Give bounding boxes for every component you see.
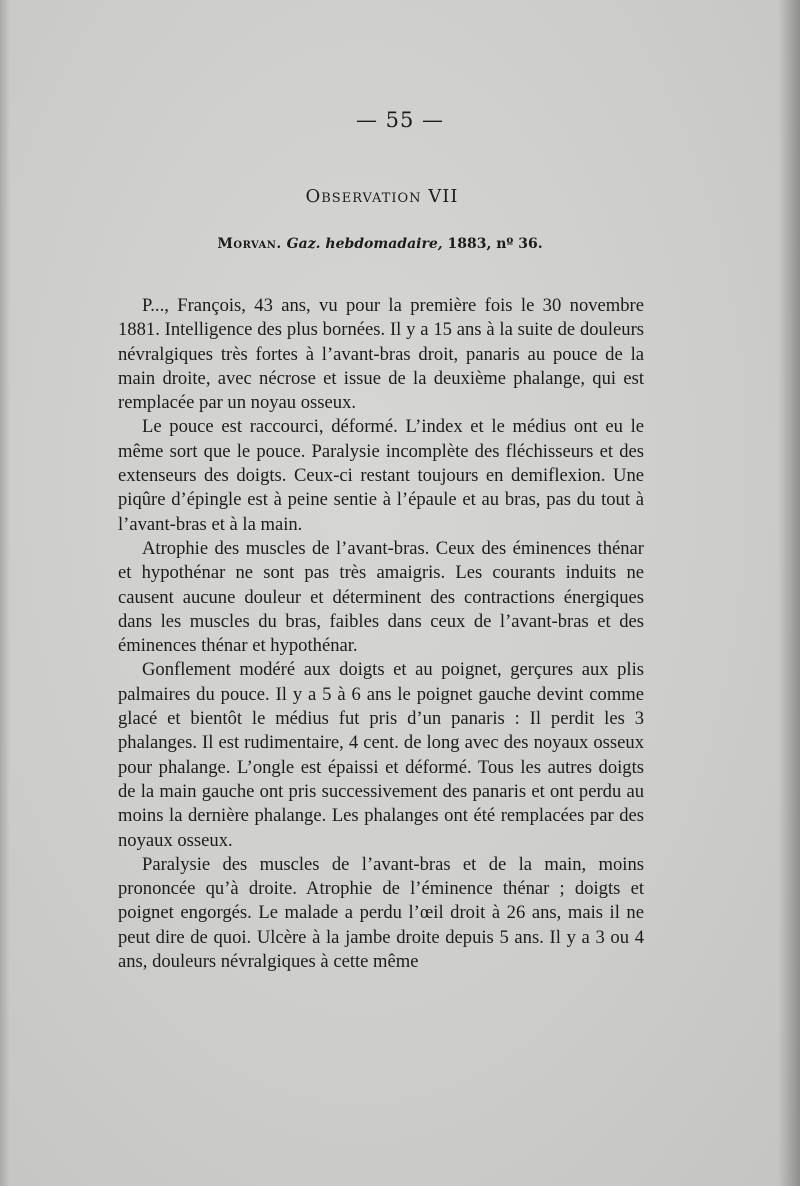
source-journal: Gaz. hebdomadaire, [286, 236, 443, 252]
source-author: Morvan. [217, 236, 282, 252]
paragraph: Le pouce est raccourci, déformé. L’index et le médius ont eu le même sort que le pouce. Paralysie incomplète des fléchisseurs et des extenseurs des doigts. Ceux-ci restant toujours en demiflexion. Une piqûre d’épingle est à peine sentie à l’épaule et au bras, pas du tout à l’avant-bras et à la main. [118, 416, 644, 535]
paragraph: Paralysie des muscles de l’avant-bras et de la main, moins prononcée qu’à droite. Atrophie de l’éminence thénar ; doigts et poignet engorgés. Le malade a perdu l’œil droit à 26 ans, mais il ne peut dire de quoi. Ulcère à la jambe droite depuis 5 ans. Il y a 3 ou 4 ans, douleurs névralgiques à cette même [118, 853, 644, 973]
page-shadow-left [0, 0, 10, 1186]
body-text [118, 294, 644, 974]
observation-title: Observation VII [305, 186, 459, 207]
paragraph: Gonflement modéré aux doigts et au poignet, gerçures aux plis palmaires du pouce. Il y a 5 à 6 ans le poignet gauche devint comme glacé et bientôt le médius fut pris d’un panaris : Il perdit les 3 phalanges. Il est rudimentaire, 4 cent. de long avec des noyaux osseux pour phalange. L’ongle est épaissi et déformé. Tous les autres doigts de la main gauche ont pris successivement des panaris et ont perdu au moins la dernière phalange. Les phalanges ont été remplacées par des noyaux osseux. [118, 659, 644, 851]
source-details: 1883, nº 36. [447, 236, 543, 252]
paragraph: P..., François, 43 ans, vu pour la première fois le 30 novembre 1881. Intelligence des plus bornées. Il y a 15 ans à la suite de douleurs névralgiques très fortes à l’avant-bras droit, panaris au pouce de la main droite, avec nécrose et issue de la deuxième phalange, qui est remplacée par un noyau osseux. [118, 295, 644, 414]
source-citation [0, 236, 760, 252]
paragraph: Atrophie des muscles de l’avant-bras. Ceux des éminences thénar et hypothénar ne sont pas très amaigris. Les courants induits ne causent aucune douleur et déterminent des contractions énergiques dans les muscles du bras, faibles dans ceux de l’avant-bras et des éminences thénar et hypothénar. [118, 537, 644, 657]
page-number: — 55 — [355, 108, 445, 132]
page-shadow-right [778, 0, 800, 1186]
